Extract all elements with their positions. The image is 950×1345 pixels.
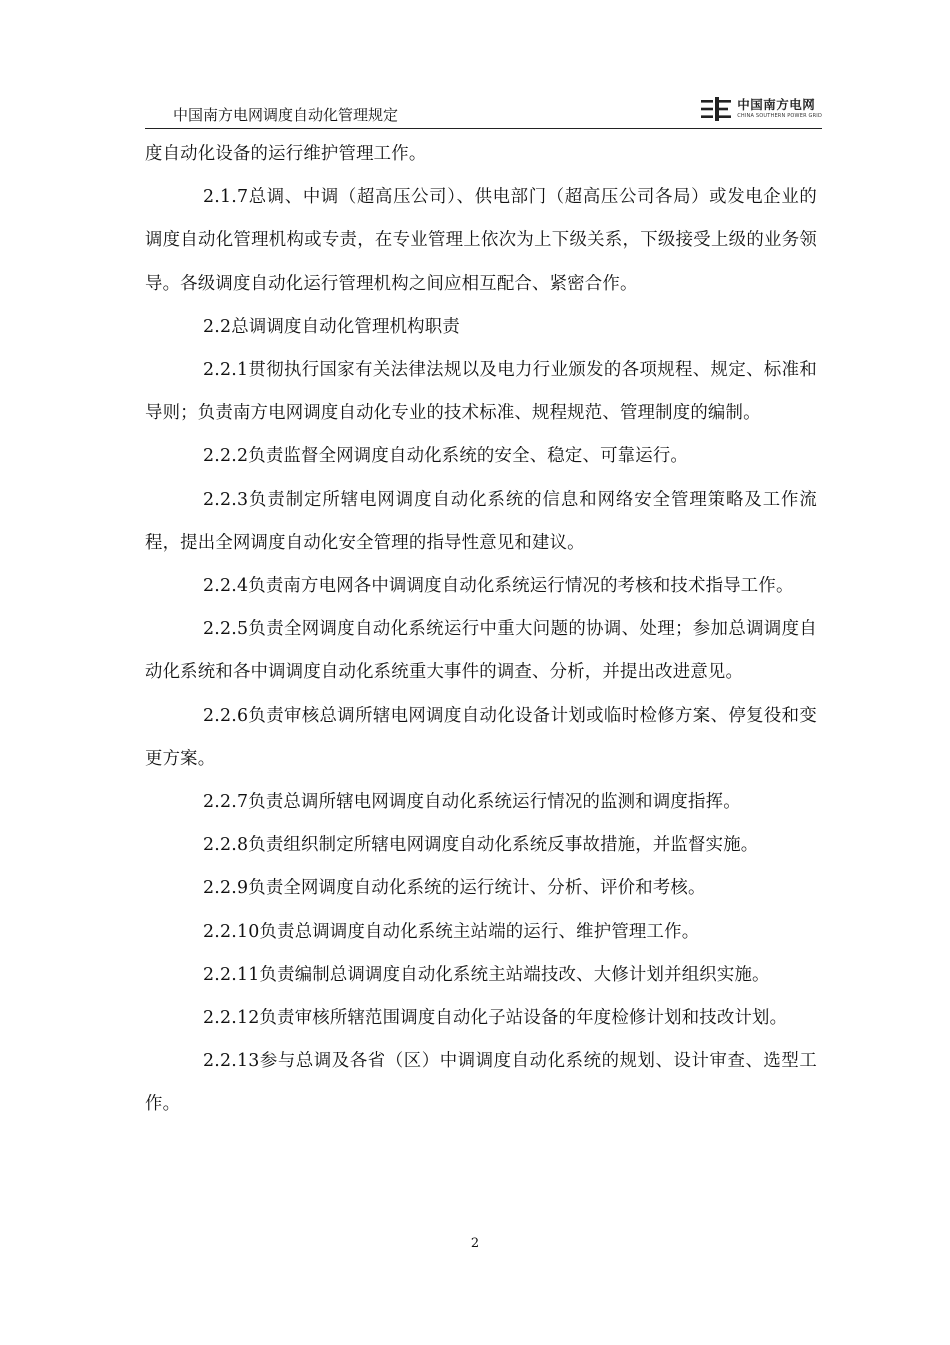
clause-2-2-2	[145, 435, 817, 478]
clause-2-2-7	[145, 781, 817, 824]
clause-2-2-12	[145, 997, 817, 1040]
clause-number: 2.2.5	[203, 619, 249, 640]
clause-number: 2.2.2	[203, 446, 249, 467]
clause-text: 负责监督全网调度自动化系统的安全、稳定、可靠运行。	[248, 446, 689, 467]
clause-text: 负责总调所辖电网调度自动化系统运行情况的监测和调度指挥。	[248, 792, 741, 813]
clause-2-2-9	[145, 867, 817, 910]
section-number: 2.2	[203, 316, 232, 337]
clause-text: 负责编制总调调度自动化系统主站端技改、大修计划并组织实施。	[259, 964, 770, 985]
power-grid-logo-icon	[701, 97, 731, 121]
clause-2-2-1	[145, 349, 817, 435]
clause-number: 2.1.7	[203, 187, 249, 208]
company-logo	[701, 94, 822, 124]
clause-number: 2.2.13	[203, 1051, 260, 1072]
clause-text: 负责组织制定所辖电网调度自动化系统反事故措施，并监督实施。	[248, 835, 759, 856]
clause-number: 2.2.3	[203, 489, 249, 510]
clause-number: 2.2.9	[203, 878, 249, 899]
section-title: 总调调度自动化管理机构职责	[231, 316, 460, 337]
clause-2-2-5	[145, 608, 817, 694]
clause-text: 负责全网调度自动化系统运行中重大问题的协调、处理；参加总调调度自动化系统和各中调调度自动化系统重大事件的调查、分析，并提出改进意见。	[145, 619, 817, 683]
paragraph-text: 度自动化设备的运行维护管理工作。	[145, 144, 427, 164]
clause-text: 负责审核总调所辖电网调度自动化设备计划或临时检修方案、停复役和变更方案。	[145, 705, 817, 769]
clause-2-2-13	[145, 1040, 817, 1126]
clause-text: 负责全网调度自动化系统的运行统计、分析、评价和考核。	[248, 878, 706, 899]
clause-text: 负责审核所辖范围调度自动化子站设备的年度检修计划和技改计划。	[259, 1008, 788, 1029]
clause-text: 负责总调调度自动化系统主站端的运行、维护管理工作。	[259, 921, 700, 942]
clause-text: 贯彻执行国家有关法律法规以及电力行业颁发的各项规程、规定、标准和导则；负责南方电网调度自动化专业的技术标准、规程规范、管理制度的编制。	[145, 360, 817, 424]
clause-text: 参与总调及各省（区）中调调度自动化系统的规划、设计审查、选型工作。	[145, 1051, 817, 1115]
clause-number: 2.2.6	[203, 705, 249, 726]
clause-2-2-10	[145, 911, 817, 954]
page-header	[145, 94, 822, 129]
clause-text: 负责制定所辖电网调度自动化系统的信息和网络安全管理策略及工作流程，提出全网调度自动化安全管理的指导性意见和建议。	[145, 489, 817, 553]
clause-2-1-7	[145, 176, 817, 306]
clause-number: 2.2.10	[203, 921, 260, 942]
clause-number: 2.2.7	[203, 792, 249, 813]
clause-text: 负责南方电网各中调调度自动化系统运行情况的考核和技术指导工作。	[248, 576, 794, 597]
clause-2-2-8	[145, 824, 817, 867]
clause-2-2-6	[145, 695, 817, 781]
clause-number: 2.2.4	[203, 576, 249, 597]
clause-number: 2.2.12	[203, 1008, 260, 1029]
logo-english-name: CHINA SOUTHERN POWER GRID	[737, 113, 822, 120]
clause-number: 2.2.8	[203, 835, 249, 856]
clause-2-2-4	[145, 565, 817, 608]
clause-number: 2.2.1	[203, 360, 249, 381]
page-number: 2	[470, 1236, 480, 1251]
section-heading-2-2	[145, 306, 817, 349]
paragraph-continuation	[145, 133, 817, 176]
header-title: 中国南方电网调度自动化管理规定	[173, 106, 399, 124]
clause-2-2-3	[145, 479, 817, 565]
clause-number: 2.2.11	[203, 964, 260, 985]
document-body	[145, 133, 817, 1127]
logo-chinese-name: 中国南方电网	[737, 96, 816, 112]
clause-text: 总调、中调（超高压公司）、供电部门（超高压公司各局）或发电企业的调度自动化管理机构或专责，在专业管理上依次为上下级关系，下级接受上级的业务领导。各级调度自动化运行管理机构之间应相互配合、紧密合作。	[145, 187, 817, 294]
clause-2-2-11	[145, 954, 817, 997]
